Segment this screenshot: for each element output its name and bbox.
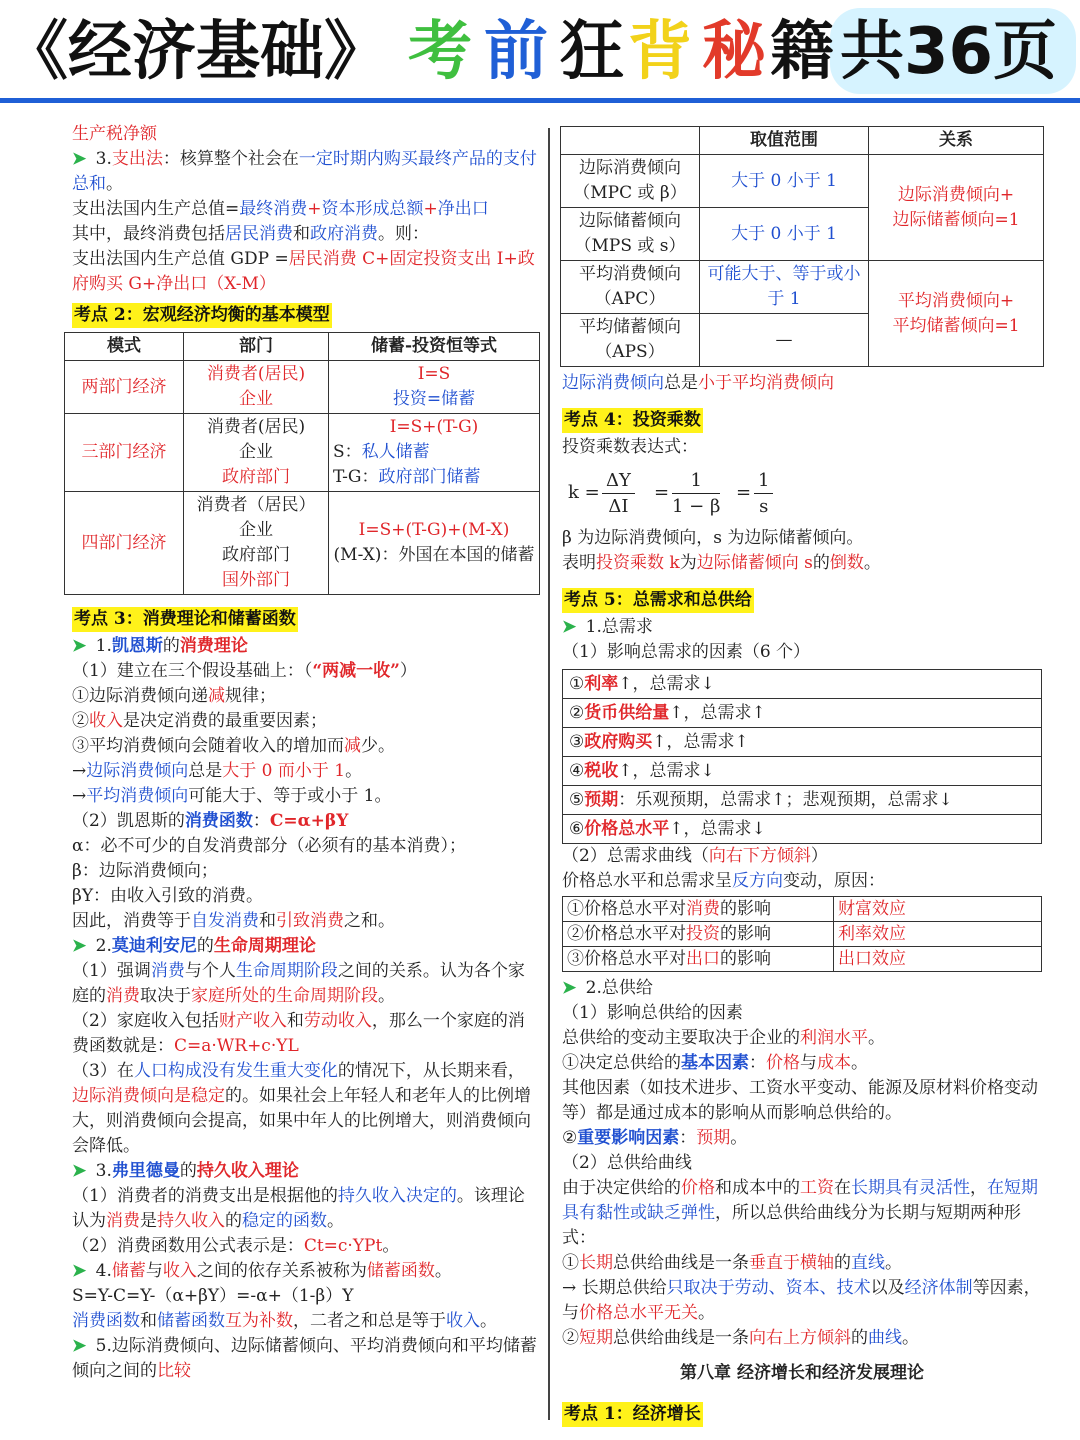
table-row: 平均消费倾向 （APC） 可能大于、等于或小于 1 平均消费倾向+ 平均储蓄倾向=1 (561, 261, 1044, 314)
table-row: 平均储蓄倾向 （APS） — (561, 314, 1044, 367)
header-title-char: 籍 (770, 15, 834, 89)
arrow-icon: ➤ (72, 1261, 87, 1281)
text-line: 表明投资乘数 k为边际储蓄倾向 s的倒数。 (562, 553, 881, 573)
text-line: （2）消费函数用公式表示是：Ct=c·YPt。 (72, 1236, 400, 1256)
text-line: ➤ 5.边际消费倾向、边际储蓄倾向、平均消费倾向和平均储蓄倾向之间的比较 (72, 1336, 537, 1381)
text-line: 边际消费倾向总是小于平均消费倾向 (562, 373, 834, 393)
arrow-icon: ➤ (72, 636, 87, 656)
text-line: ②短期总供给曲线是一条向右上方倾斜的曲线。 (562, 1328, 919, 1348)
text-line: （3）在人口构成没有发生重大变化的情况下，从长期来看，边际消费倾向是稳定的。如果社会上年轻人和老年人的比例增大，则消费倾向会提高，如果中年人的比例增大，则消费倾向会降低。 (72, 1061, 531, 1156)
header-title-char: 前 (484, 15, 548, 89)
list-item: ②货币供给量↑，总需求↑ (562, 698, 1042, 727)
arrow-icon: ➤ (72, 1336, 87, 1356)
list-item: ③政府购买↑，总需求↑ (562, 727, 1042, 756)
list-item: ④税收↑，总需求↓ (562, 756, 1042, 785)
list-item: ⑤预期：乐观预期，总需求↑；悲观预期，总需求↓ (562, 785, 1042, 814)
text-line: （2）总供给曲线 (562, 1153, 692, 1173)
text-line: （1）强调消费与个人生命周期阶段之间的关系。认为各个家庭的消费取决于家庭所处的生命周期阶段。 (72, 961, 525, 1006)
text-line: 其他因素（如技术进步、工资水平变动、能源及原材料价格变动等）都是通过成本的影响从而影响总供给的。 (562, 1078, 1038, 1123)
header-title-char: 秘 (702, 15, 766, 89)
balance-model-table (64, 332, 540, 595)
section-heading: 考点 3：消费理论和储蓄函数 (72, 607, 298, 632)
text-line: ➤ 4.储蓄与收入之间的依存关系被称为储蓄函数。 (72, 1261, 452, 1281)
propensity-table (560, 126, 1044, 367)
table-header (561, 127, 700, 155)
left-column (72, 122, 538, 1384)
header-title-char: 狂 (560, 15, 624, 89)
table-header: 取值范围 (700, 127, 869, 155)
table-row: 两部门经济 消费者(居民) 企业 I=S 投资=储蓄 (65, 361, 540, 414)
text-line: ➤ 3.弗里德曼的持久收入理论 (72, 1161, 299, 1181)
text-line: 由于决定供给的价格和成本中的工资在长期具有灵活性，在短期具有黏性或缺乏弹性，所以总供给曲线分为长期与短期两种形式： (562, 1178, 1038, 1248)
text-line: ➤ 1.凯恩斯的消费理论 (72, 636, 248, 656)
text-line: ➤ 2.总供给 (562, 978, 653, 998)
arrow-icon: ➤ (72, 149, 87, 169)
header-page-count: 共36页 (840, 15, 1058, 89)
text-line: （2）凯恩斯的消费函数：C=α+βY (72, 811, 349, 831)
table-row: 四部门经济 消费者（居民） 企业 政府部门 国外部门 I=S+(T-G)+(M-X) (M-X)：外国在本国的储蓄 (65, 492, 540, 595)
list-item: ⑥价格总水平↑，总需求↓ (562, 814, 1042, 844)
header-title-subject: 《经济基础》 (4, 15, 388, 89)
text-line: ➤ 2.莫迪利安尼的生命周期理论 (72, 936, 316, 956)
header-rule (0, 98, 1080, 103)
arrow-icon: ➤ (562, 617, 577, 637)
text-line: α：必不可少的自发消费部分（必须有的基本消费）； (72, 836, 466, 856)
table-header: 模式 (65, 333, 184, 361)
column-divider (548, 128, 550, 1420)
table-header: 关系 (869, 127, 1044, 155)
text-line: （1）影响总供给的因素 (562, 1003, 743, 1023)
text-line: ③平均消费倾向会随着收入的增加而减少。 (72, 736, 395, 756)
text-line: ②重要影响因素：预期。 (562, 1128, 748, 1148)
multiplier-formula: k = $\frac{\Delta Y}{\Delta I}$ = $\frac{1}{1 - \beta}$ = $\frac{1}{s}$ (562, 466, 1042, 520)
text-line: 支出法国内生产总值 GDP =居民消费 C+固定投资支出 I+政府购买 G+净出口（X-M） (72, 249, 535, 294)
text-line: → 长期总供给只取决于劳动、资本、技术以及经济体制等因素，与价格总水平无关。 (562, 1278, 1041, 1323)
table-row: ③价格总水平对出口的影响 出口效应 (563, 947, 1042, 972)
chapter-title: 第八章 经济增长和经济发展理论 (680, 1363, 924, 1383)
table-row: 边际储蓄倾向 （MPS 或 s） 大于 0 小于 1 (561, 208, 1044, 261)
right-column (562, 124, 1042, 1429)
text-line: β 为边际消费倾向，s 为边际储蓄倾向。 (562, 528, 864, 548)
text-line: 因此，消费等于自发消费和引致消费之和。 (72, 911, 395, 931)
page-header (0, 0, 1080, 100)
text-line: （2）总需求曲线（向右下方倾斜） (562, 846, 828, 866)
text-line: （1）消费者的消费支出是根据他的持久收入决定的。该理论认为消费是持久收入的稳定的函数。 (72, 1186, 525, 1231)
section-heading: 考点 4：投资乘数 (562, 408, 703, 433)
text-line: S=Y-C=Y-（α+βY）=-α+（1-β）Y (72, 1286, 354, 1306)
header-title-char: 考 (408, 15, 472, 89)
text-line: →边际消费倾向总是大于 0 而小于 1。 (72, 761, 363, 781)
text-line: βY：由收入引致的消费。 (72, 886, 264, 906)
effect-table (562, 896, 1042, 972)
text-line: ②收入是决定消费的最重要因素； (72, 711, 327, 731)
section-heading: 考点 2：宏观经济均衡的基本模型 (72, 303, 332, 328)
table-row: ①价格总水平对消费的影响 财富效应 (563, 897, 1042, 922)
table-row: 边际消费倾向 （MPC 或 β） 大于 0 小于 1 边际消费倾向+ 边际储蓄倾向=1 (561, 155, 1044, 208)
table-row: ②价格总水平对投资的影响 利率效应 (563, 922, 1042, 947)
text-line: 价格总水平和总需求呈反方向变动，原因： (562, 871, 885, 891)
text-line: 其中，最终消费包括居民消费和政府消费。则： (72, 224, 429, 244)
text-line: ①长期总供给曲线是一条垂直于横轴的直线。 (562, 1253, 902, 1273)
text-line: （2）家庭收入包括财产收入和劳动收入，那么一个家庭的消费函数就是：C=a·WR+c·YL (72, 1011, 525, 1056)
text-line: 消费函数和储蓄函数互为补数，二者之和总是等于收入。 (72, 1311, 497, 1331)
arrow-icon: ➤ (72, 936, 87, 956)
table-header: 储蓄-投资恒等式 (329, 333, 540, 361)
text-line: 支出法国内生产总值=最终消费+资本形成总额+净出口 (72, 199, 489, 219)
text-line: →平均消费倾向可能大于、等于或小于 1。 (72, 786, 392, 806)
text-line: （1）建立在三个假设基础上：（“两减一收”） (72, 661, 417, 681)
text-line: 生产税净额 (72, 124, 157, 144)
demand-factor-list (562, 669, 1042, 844)
header-title-char: 背 (628, 15, 692, 89)
text-line: β：边际消费倾向； (72, 861, 218, 881)
text-line: 总供给的变动主要取决于企业的利润水平。 (562, 1028, 885, 1048)
text-line: ➤ 1.总需求 (562, 617, 653, 637)
text-line: 投资乘数表达式： (562, 437, 698, 457)
table-row: 三部门经济 消费者(居民) 企业 政府部门 I=S+(T-G) S：私人储蓄 T-G：政府部门储蓄 (65, 414, 540, 492)
text-line: ①边际消费倾向递减规律； (72, 686, 276, 706)
text-line: （1）影响总需求的因素（6 个） (562, 642, 811, 662)
text-line: ①决定总供给的基本因素：价格与成本。 (562, 1053, 868, 1073)
arrow-icon: ➤ (562, 978, 577, 998)
text-line: ➤ 3.支出法：核算整个社会在一定时期内购买最终产品的支付总和。 (72, 149, 537, 194)
list-item: ①利率↑，总需求↓ (562, 669, 1042, 698)
table-header: 部门 (184, 333, 329, 361)
arrow-icon: ➤ (72, 1161, 87, 1181)
section-heading: 考点 5：总需求和总供给 (562, 588, 754, 613)
section-heading: 考点 1：经济增长 (562, 1402, 703, 1427)
